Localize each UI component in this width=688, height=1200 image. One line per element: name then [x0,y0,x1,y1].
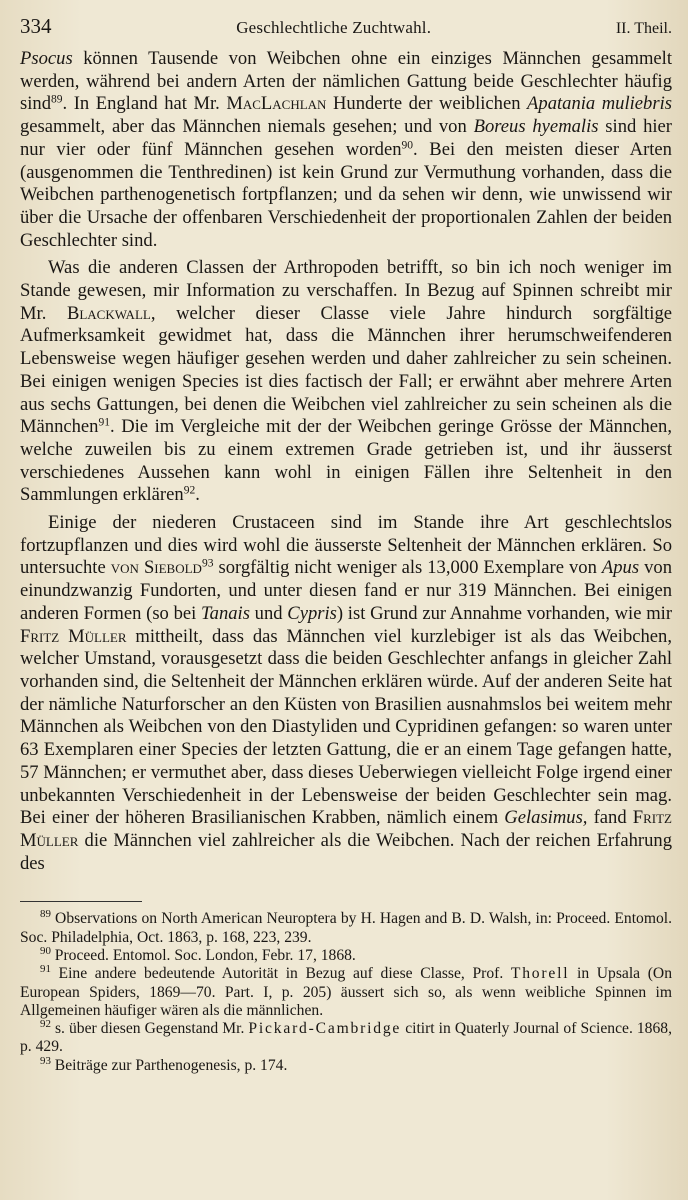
text-run: sorgfältig nicht weniger als 13,000 Exemplare von [213,557,602,579]
italic-text: Boreus hyemalis [473,116,599,138]
footnote-reference: 93 [40,1054,51,1067]
author-name: Fritz Müller [20,807,672,851]
footnote-reference: 92 [183,485,196,498]
part-label: II. Theil. [615,20,672,37]
footnote-text: in Upsala (On European Spiders, 1869—70. Part. I, p. 205) äussert sich so, als wenn weibliche Spinnen im Allgemeinen häufiger wären als die männlichen. [20,965,672,1019]
paragraph [20,48,672,252]
text-run: mittheilt, dass das Männchen viel kurzlebiger ist als das Weibchen, welcher Umstand, vorausgesetzt dass die beiden Geschlechter anfangs in gleicher Zahl vorhanden sind, die Seltenheit der Männchen erklären würde. Auf der anderen Seite hat der nämliche Naturforscher an den Küsten von Brasilien ausnahmslos bei weitem mehr Männchen als Weibchen von den Diastyliden und Cypridinen gefangen: so waren unter 63 Exemplaren einer Species der letzten Gattung, die er an einem Tage gefangen hatte, 57 Männchen; er vermuthet aber, dass dieses Ueberwiegen vielleicht Folge irgend einer unbekannten Verschiedenheit in der Lebensweise der beiden Geschlechter sein mag. Bei einer der höheren Brasilianischen Krabben, nämlich einem [20,625,672,829]
italic-text: Apus [601,557,640,579]
footnote-reference: 92 [40,1018,51,1031]
footnote-text: Observations on North American Neuroptera by H. Hagen and B. D. Walsh, in: Proceed. Entomol. Soc. Philadelphia, Oct. 1863, p. 168, 223, 239. [20,910,672,946]
footnote-reference: 90 [401,139,414,152]
text-run: gesammelt, aber das Männchen niemals gesehen; und von [20,116,474,138]
italic-text: Cypris [287,602,337,624]
footnote [20,1020,672,1057]
author-name: MacLachlan [226,93,327,115]
footnote-reference: 91 [40,963,51,976]
text-run: . Bei den meisten dieser Arten (ausgenommen die Tenthredinen) ist kein Grund zur Vermuthung vorhanden, dass die Weibchen parthenogenetisch fortpflanzen; und da sehen wir denn, wie unwissend wir über die Ursache der offenbaren Verschiedenheit der proportionalen Zahlen der beiden Geschlechter sind. [20,138,672,251]
text-run: Was die anderen Classen der Arthropoden betrifft, so bin ich noch weniger im Stande gewesen, mir Information zu verschaffen. In Bezug auf Spinnen schreibt mir Mr. [20,257,672,324]
italic-text: Gelasimus, [504,807,588,829]
footnotes [20,910,672,1075]
italic-text: Apatania muliebris [527,93,672,115]
text-run: . Die im Vergleiche mit der der Weibchen geringe Grösse der Männchen, welche zuweilen bis zu einem extremen Grade getrieben ist, und ihr äusserst verschiedenes Aussehen kann wohl in einigen Fällen ihre Seltenheit in den Sammlungen erklären [20,416,672,506]
text-run: können Tausende von Weibchen ohne ein einziges Männchen gesammelt werden, während bei andern Arten der nämlichen Gattung beide Geschlechter häufig sind [20,48,672,115]
italic-text: Tanais [201,602,250,624]
text-run: sind hier nur vier oder fünf Männchen gesehen worden [20,116,673,160]
author-name: von Siebold [110,557,202,579]
spaced-name: Thorell [510,965,570,983]
footnote-reference: 91 [98,416,110,429]
footnote-reference: 89 [40,908,51,921]
paragraph [20,257,672,507]
text-run: und [249,602,288,624]
text-run: . In England hat Mr. [62,93,227,115]
text-run: , welcher dieser Classe viele Jahre hindurch sorgfältige Aufmerksamkeit gewidmet hat, dass die Männchen ihrer herumschweifenderen Lebensweise wegen häufiger gesehen werden und daher zahlreicher zu sein scheinen. Bei einigen wenigen Species ist dies factisch der Fall; er erwähnt aber mehrere Arten aus sechs Gattungen, bei denen die Weibchen viel zahlreicher zu sein scheinen als die Männchen [20,302,672,438]
footnote-reference: 89 [51,94,63,107]
footnote-text: s. über diesen Gegenstand Mr. [50,1020,249,1038]
text-run: die Männchen viel zahlreicher als die Weibchen. Nach der reichen Erfahrung des [20,829,672,874]
footnote [20,944,672,965]
footnote-text: Eine andere bedeutende Autorität in Bezug auf diese Classe, Prof. [50,965,511,983]
footnote [20,965,672,1020]
running-header [20,14,672,48]
footnote-text: Beiträge zur Parthenogenesis, p. 174. [50,1056,288,1074]
footnote-text: citirt in Quaterly Journal of Science. 1868, p. 429. [20,1020,672,1056]
page-number: 334 [20,14,52,38]
footnote [20,910,672,947]
text-run: von einundzwanzig Fundorten, und unter diesen fand er nur 319 Männchen. Bei einigen anderen Formen (so bei [20,557,673,624]
body-text [20,48,672,875]
footnote-reference: 93 [201,558,214,571]
author-name: Fritz Müller [20,625,127,647]
text-run: . [195,484,200,506]
text-run: fand [587,807,633,829]
author-name: Blackwall [66,302,151,324]
paragraph [20,512,672,875]
footnote [20,1054,672,1075]
italic-text: Psocus [20,48,73,69]
running-title: Geschlechtliche Zuchtwahl. [236,18,432,37]
text-run: Einige der niederen Crustaceen sind im Stande ihre Art geschlechtslos fortzupflanzen und dies wird wohl die äusserste Seltenheit der Männchen erklären. So untersuchte [20,512,672,579]
spaced-name: Pickard-Cambridge [248,1020,402,1038]
footnote-reference: 90 [40,944,51,957]
footnote-text: Proceed. Entomol. Soc. London, Febr. 17, 1868. [50,946,356,964]
text-run: ) ist Grund zur Annahme vorhanden, wie mir [336,602,673,624]
footnote-separator [20,901,142,902]
text-run: Hunderte der weiblichen [326,93,528,115]
